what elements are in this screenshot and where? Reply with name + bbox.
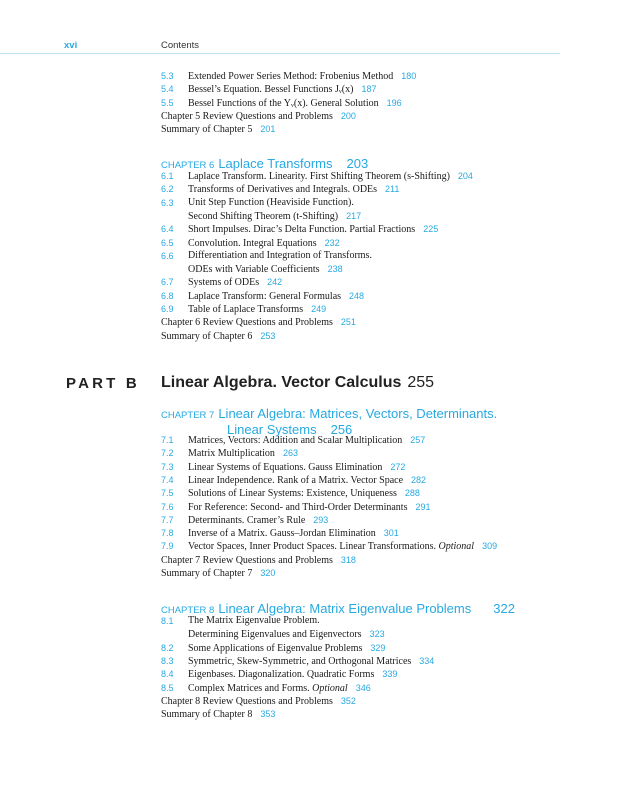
section-number: 5.5 <box>161 97 174 108</box>
entry-text <box>161 123 275 136</box>
entry-page: 225 <box>423 224 439 235</box>
entry-title: ODEs with Variable Coefficients <box>188 264 320 276</box>
entry-title: Summary of Chapter 5 <box>161 124 253 136</box>
entry-text <box>188 170 473 183</box>
entry-title: Chapter 5 Review Questions and Problems <box>161 110 333 122</box>
entry-text <box>188 290 364 303</box>
entry-page: 211 <box>385 184 400 195</box>
entry-note: Optional <box>309 682 348 694</box>
entry-text <box>188 527 399 540</box>
section-number: 5.4 <box>161 84 174 95</box>
page-header <box>0 0 639 58</box>
section-number: 7.2 <box>161 448 174 459</box>
entry-text <box>188 628 385 641</box>
entry-title: Eigenbases. Diagonalization. Quadratic Forms <box>188 669 375 681</box>
section-number: 8.3 <box>161 655 174 666</box>
chapter-title-line2: Linear Systems <box>227 422 317 437</box>
entry-text <box>188 682 371 695</box>
entry-page: 346 <box>355 682 371 693</box>
entry-title: Laplace Transform. Linearity. First Shifting Theorem (s-Shifting) <box>188 171 450 182</box>
section-number: 7.9 <box>161 541 174 552</box>
entry-page: 320 <box>260 568 276 578</box>
entry-page: 201 <box>260 124 276 135</box>
entry-text <box>188 303 326 316</box>
chapter-label: CHAPTER 7 <box>161 410 215 421</box>
chapter-page: 256 <box>330 422 353 437</box>
entry-text <box>188 514 328 527</box>
entry-page: 309 <box>482 541 498 552</box>
entry-title: Transforms of Derivatives and Integrals. ODEs <box>188 184 378 196</box>
entry-text <box>188 501 431 514</box>
entry-text <box>188 540 497 553</box>
entry-page: 353 <box>260 709 276 720</box>
entry-page: 318 <box>340 554 356 565</box>
entry-title: The Matrix Eigenvalue Problem. <box>188 615 320 626</box>
section-number: 6.2 <box>161 184 174 195</box>
chapter-title: Laplace Transforms <box>218 156 333 171</box>
entry-page: 291 <box>415 501 431 512</box>
entry-text <box>188 474 426 487</box>
entry-title: Convolution. Integral Equations <box>188 237 317 249</box>
entry-text <box>188 183 399 196</box>
entry-page: 282 <box>411 474 427 485</box>
entry-title: Short Impulses. Dirac’s Delta Function. Partial Fractions <box>188 224 416 236</box>
chapter-title: Linear Algebra: Matrix Eigenvalue Problems <box>218 601 472 616</box>
entry-title: Bessel’s Equation. Bessel Functions Jᵥ(x) <box>188 84 354 96</box>
entry-text <box>188 263 343 276</box>
entry-title: Determinants. Cramer’s Rule <box>188 514 306 526</box>
entry-page: 329 <box>370 642 386 653</box>
entry-text <box>188 97 402 110</box>
entry-text <box>188 70 416 83</box>
section-number: 5.3 <box>161 71 174 81</box>
part-title: Linear Algebra. Vector Calculus <box>161 374 402 391</box>
entry-page: 334 <box>419 655 435 666</box>
section-number: 6.6 <box>161 250 174 261</box>
entry-text <box>188 276 282 289</box>
entry-text <box>188 447 298 460</box>
section-number: 8.2 <box>161 642 174 653</box>
entry-title: Vector Spaces, Inner Product Spaces. Linear Transformations. <box>188 541 436 553</box>
entry-title: Matrix Multiplication <box>188 448 275 460</box>
entry-text <box>188 250 372 262</box>
entry-title: Summary of Chapter 7 <box>161 568 253 579</box>
entry-page: 339 <box>382 669 398 680</box>
entry-text <box>188 615 320 627</box>
section-number: 7.3 <box>161 461 174 472</box>
entry-page: 272 <box>390 461 406 472</box>
entry-title: Systems of ODEs <box>188 277 260 289</box>
header-rule <box>0 53 560 54</box>
entry-page: 232 <box>324 237 340 248</box>
section-number: 8.1 <box>161 616 174 626</box>
entry-text <box>188 642 385 655</box>
entry-text <box>188 223 438 236</box>
entry-title: Second Shifting Theorem (t-Shifting) <box>188 210 339 222</box>
part-label: PART B <box>66 375 140 392</box>
entry-title: Table of Laplace Transforms <box>188 304 304 315</box>
entry-title: Summary of Chapter 6 <box>161 330 253 342</box>
entry-page: 196 <box>386 97 402 108</box>
entry-page: 180 <box>401 71 417 81</box>
section-number: 6.4 <box>161 224 174 235</box>
entry-title: Linear Independence. Rank of a Matrix. Vector Space <box>188 474 404 486</box>
entry-text <box>188 655 434 668</box>
chapter-page: 203 <box>346 156 369 171</box>
entry-title: Linear Systems of Equations. Gauss Elimination <box>188 461 383 473</box>
section-number: 7.1 <box>161 435 174 445</box>
part-page: 255 <box>407 374 435 391</box>
entry-title: Matrices, Vectors: Addition and Scalar Multiplication <box>188 435 403 446</box>
entry-title: Chapter 7 Review Questions and Problems <box>161 554 333 566</box>
section-number: 8.4 <box>161 669 174 680</box>
entry-text <box>188 487 420 500</box>
section-number: 6.1 <box>161 171 174 181</box>
entry-page: 249 <box>311 304 327 314</box>
entry-title: For Reference: Second- and Third-Order Determinants <box>188 501 408 513</box>
entry-text <box>188 237 340 250</box>
entry-title: Chapter 6 Review Questions and Problems <box>161 317 333 329</box>
section-number: 6.8 <box>161 290 174 301</box>
page-number: xvi <box>64 40 78 51</box>
entry-title: Laplace Transform: General Formulas <box>188 290 342 302</box>
section-number: 6.5 <box>161 237 174 248</box>
section-number: 7.8 <box>161 528 174 539</box>
entry-text <box>161 316 356 329</box>
entry-text <box>188 461 405 474</box>
entry-text <box>188 83 376 96</box>
chapter-label: CHAPTER 8 <box>161 605 215 616</box>
section-number: 6.9 <box>161 304 174 314</box>
entry-text <box>161 330 275 343</box>
entry-page: 251 <box>340 317 356 328</box>
entry-text <box>188 197 354 209</box>
entry-text <box>161 708 275 721</box>
entry-page: 248 <box>349 290 365 301</box>
entry-note: Optional <box>436 541 475 553</box>
entry-page: 288 <box>404 488 420 499</box>
entry-title: Bessel Functions of the Yᵥ(x). General Solution <box>188 97 379 109</box>
entry-text <box>188 668 397 681</box>
section-number: 8.5 <box>161 682 174 693</box>
entry-title: Complex Matrices and Forms. <box>188 682 310 694</box>
entry-title: Determining Eigenvalues and Eigenvectors <box>188 629 362 641</box>
entry-text <box>188 434 425 447</box>
entry-page: 293 <box>313 514 329 525</box>
running-title: Contents <box>161 40 200 51</box>
entry-title: Summary of Chapter 8 <box>161 709 253 721</box>
entry-page: 200 <box>340 110 356 121</box>
entry-page: 204 <box>457 171 473 181</box>
entry-title: Differentiation and Integration of Transforms. <box>188 249 372 261</box>
entry-title: Extended Power Series Method: Frobenius Method <box>188 71 394 82</box>
section-number: 7.4 <box>161 474 174 485</box>
section-number: 6.3 <box>161 197 174 208</box>
chapter-title-line1: Linear Algebra: Matrices, Vectors, Determinants. <box>218 406 498 421</box>
entry-text <box>161 567 275 580</box>
entry-page: 263 <box>282 448 298 459</box>
entry-page: 217 <box>346 210 362 221</box>
entry-title: Unit Step Function (Heaviside Function). <box>188 196 354 208</box>
entry-page: 301 <box>383 528 399 539</box>
section-number: 7.5 <box>161 488 174 499</box>
entry-title: Solutions of Linear Systems: Existence, Uniqueness <box>188 488 397 500</box>
entry-title: Inverse of a Matrix. Gauss–Jordan Elimination <box>188 528 376 540</box>
entry-page: 242 <box>267 277 283 288</box>
part-title-line[interactable] <box>161 374 434 392</box>
entry-text <box>188 210 361 223</box>
entry-text <box>161 110 356 123</box>
entry-page: 323 <box>369 629 385 640</box>
entry-page: 253 <box>260 330 276 341</box>
entry-text <box>161 695 356 708</box>
entry-page: 257 <box>410 435 426 445</box>
section-number: 7.6 <box>161 501 174 512</box>
entry-title: Some Applications of Eigenvalue Problems <box>188 642 363 654</box>
entry-page: 187 <box>361 84 377 95</box>
chapter-label: CHAPTER 6 <box>161 160 215 171</box>
section-number: 7.7 <box>161 514 174 525</box>
section-number: 6.7 <box>161 277 174 288</box>
entry-page: 238 <box>327 264 343 275</box>
entry-text <box>161 554 356 567</box>
entry-page: 352 <box>340 695 356 706</box>
chapter-page: 322 <box>493 601 515 616</box>
entry-title: Chapter 8 Review Questions and Problems <box>161 695 333 707</box>
entry-title: Symmetric, Skew-Symmetric, and Orthogonal Matrices <box>188 655 412 667</box>
